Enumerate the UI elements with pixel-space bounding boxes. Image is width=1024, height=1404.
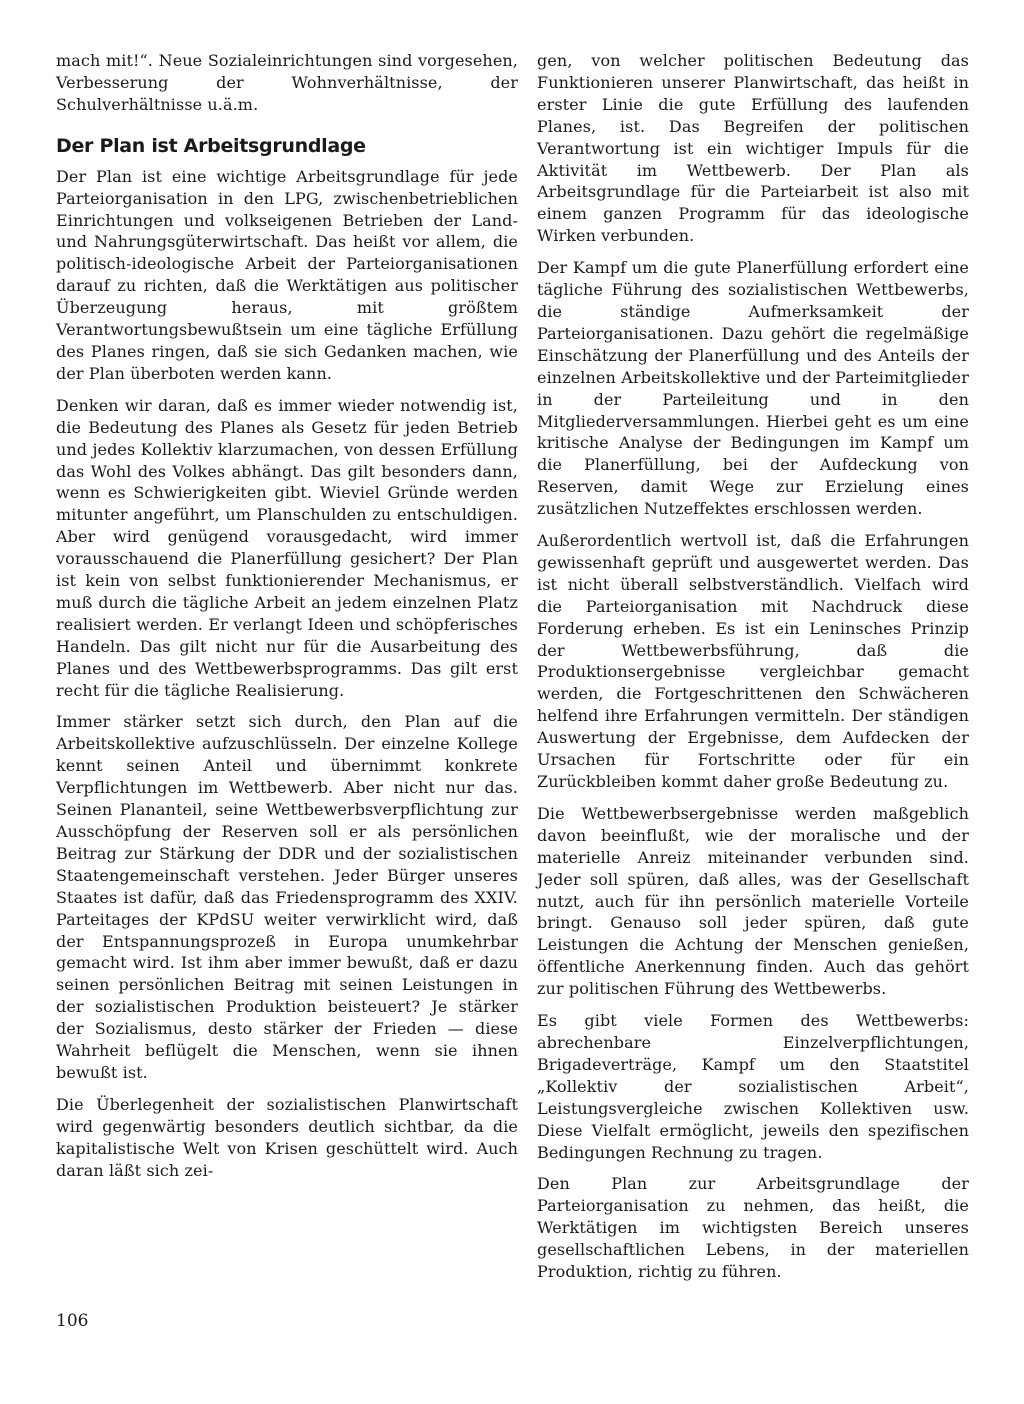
paragraph: Immer stärker setzt sich durch, den Plan auf die Arbeitskollektive aufzuschlüsseln. Der einzelne Kollege kennt seinen Anteil und übernimmt konkrete Verpflichtungen im Wettbewerb. Aber nicht nur das. Seinen Plananteil, seine Wettbewerbsverpflichtung zur Ausschöpfung der Reserven soll er als persönlichen Beitrag zur Stärkung der DDR und der sozialistischen Staatengemeinschaft verstehen. Jeder Bürger unseres Staates ist dafür, daß das Friedensprogramm des XXIV. Parteitages der KPdSU weiter verwirklicht wird, daß der Entspannungsprozeß in Europa unumkehrbar gemacht wird. Ist ihm aber immer bewußt, daß er dazu seinen persönlichen Beitrag mit seinen Leistungen in der sozialistischen Produktion beisteuert? Je stärker der Sozialismus, desto stärker der Frieden — diese Wahrheit beflügelt die Menschen, wenn sie ihnen bewußt ist.	[56, 712, 518, 1082]
paragraph: Die Überlegenheit der sozialistischen Planwirtschaft wird gegenwärtig besonders deutlich sichtbar, da die kapitalistische Welt von Krisen geschüttelt wird. Auch daran läßt sich zei-	[56, 1094, 518, 1180]
paragraph: Den Plan zur Arbeitsgrundlage der Parteiorganisation zu nehmen, das heißt, die Werktätigen im wichtigsten Bereich unseres gesellschaftlichen Lebens, in der materiellen Produktion, richtig zu führen.	[537, 1174, 969, 1282]
paragraph: Es gibt viele Formen des Wettbewerbs: abrechenbare Einzelverpflichtungen, Brigadeverträge, Kampf um den Staatstitel „Kollektiv der sozialistischen Arbeit“, Leistungsvergleiche zwischen Kollektiven usw. Diese Vielfalt ermöglicht, jeweils den spezifischen Bedingungen Rechnung zu tragen.	[537, 1011, 969, 1162]
section-heading: Der Plan ist Arbeitsgrundlage	[56, 134, 366, 157]
left-column	[56, 50, 518, 1192]
paragraph: Der Kampf um die gute Planerfüllung erfordert eine tägliche Führung des sozialistischen Wettbewerbs, die ständige Aufmerksamkeit der Parteiorganisationen. Dazu gehört die regelmäßige Einschätzung der Planerfüllung und des Anteils der einzelnen Arbeitskollektive und der Parteimitglieder in der Parteileitung und in den Mitgliederversammlungen. Hierbei geht es um eine kritische Analyse der Bedingungen im Kampf um die Planerfüllung, bei der Aufdeckung von Reserven, damit Wege zur Erzielung eines zusätzlichen Nutzeffektes erschlossen werden.	[537, 258, 969, 519]
right-column	[537, 50, 969, 1293]
intro-paragraph: mach mit!“. Neue Sozialeinrichtungen sind vorgesehen, Verbesserung der Wohnverhältnisse, der Schulverhältnisse u.ä.m.	[56, 51, 518, 114]
paragraph: gen, von welcher politischen Bedeutung das Funktionieren unserer Planwirtschaft, das heißt in erster Linie die gute Erfüllung des laufenden Planes, ist. Das Begreifen der politischen Verantwortung ist ein wichtiger Impuls für die Aktivität im Wettbewerb. Der Plan als Arbeitsgrundlage für die Parteiarbeit ist also mit einem ganzen Programm für das ideologische Wirken verbunden.	[537, 51, 969, 246]
paragraph: Der Plan ist eine wichtige Arbeitsgrundlage für jede Parteiorganisation in den LPG, zwischenbetrieblichen Einrichtungen und volkseigenen Betrieben der Land- und Nahrungsgüterwirtschaft. Das heißt vor allem, die politisch-ideologische Arbeit der Parteiorganisationen darauf zu richten, daß die Werktätigen aus politischer Überzeugung heraus, mit größtem Verantwortungsbewußtsein um eine tägliche Erfüllung des Planes ringen, daß sie sich Gedanken machen, wie der Plan überboten werden kann.	[56, 166, 518, 383]
page-number: 106	[56, 1311, 89, 1331]
paragraph: Denken wir daran, daß es immer wieder notwendig ist, die Bedeutung des Planes als Gesetz für jeden Betrieb und jedes Kollektiv klarzumachen, von dessen Erfüllung das Wohl des Volkes abhängt. Das gilt besonders dann, wenn es Schwierigkeiten gibt. Wieviel Gründe werden mitunter angeführt, um Planschulden zu entschuldigen. Aber wird genügend vorausgedacht, wird immer vorausschauend die Planerfüllung gesichert? Der Plan ist kein von selbst funktionierender Mechanismus, er muß durch die tägliche Arbeit an jedem einzelnen Platz realisiert werden. Er verlangt Ideen und schöpferisches Handeln. Das gilt nicht nur für die Ausarbeitung des Planes und des Wettbewerbsprogramms. Das gilt erst recht für die tägliche Realisierung.	[56, 395, 518, 700]
paragraph: Außerordentlich wertvoll ist, daß die Erfahrungen gewissenhaft geprüft und ausgewertet werden. Das ist nicht überall selbstverständlich. Vielfach wird die Parteiorganisation mit Nachdruck diese Forderung erheben. Es ist ein Leninsches Prinzip der Wettbewerbsführung, daß die Produktionsergebnisse vergleichbar gemacht werden, die Fortgeschrittenen den Schwächeren helfend ihre Erfahrungen vermitteln. Der ständigen Auswertung der Ergebnisse, dem Aufdecken der Ursachen für Fortschritte oder für ein Zurückbleiben kommt daher große Bedeutung zu.	[537, 531, 969, 791]
paragraph: Die Wettbewerbsergebnisse werden maßgeblich davon beeinflußt, wie der moralische und der materielle Anreiz miteinander verbunden sind. Jeder soll spüren, daß alles, was der Gesellschaft nutzt, auch für ihn persönlich materielle Vorteile bringt. Genauso soll jeder spüren, daß gute Leistungen die Achtung der Menschen genießen, öffentliche Anerkennung finden. Auch das gehört zur politischen Führung des Wettbewerbs.	[537, 803, 969, 999]
